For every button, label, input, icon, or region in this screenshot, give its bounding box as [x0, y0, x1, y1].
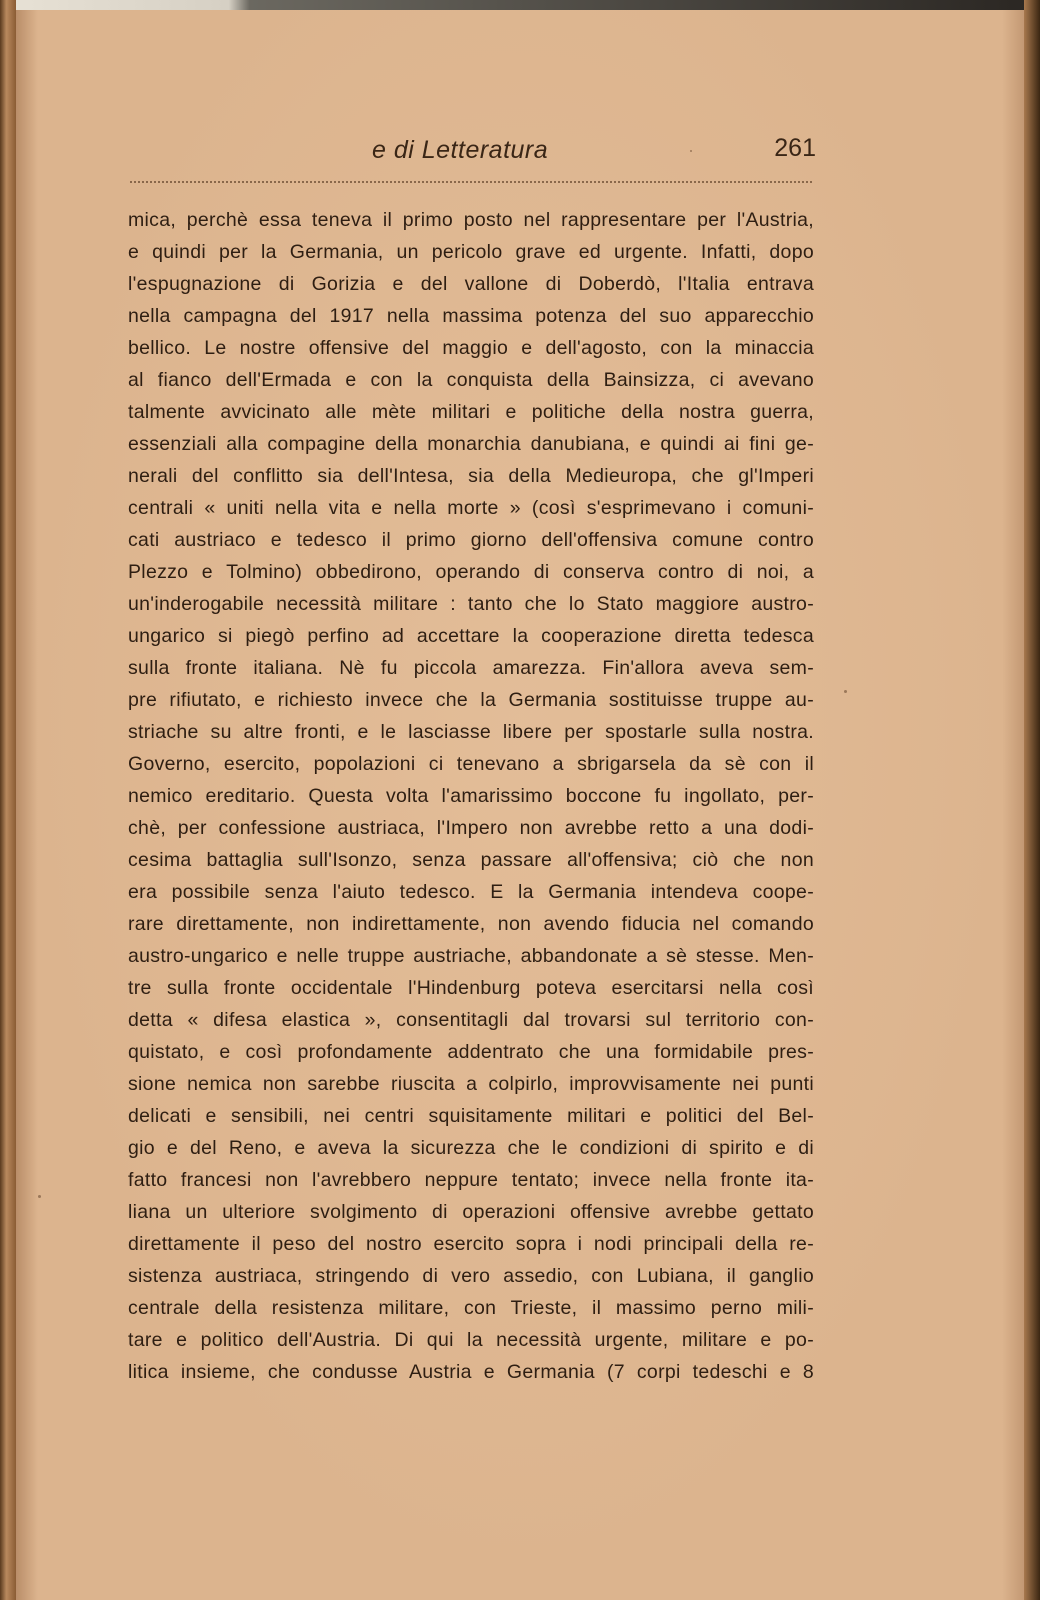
- text-line: quistato, e così profondamente addentrato che una formidabile pres-: [128, 1041, 814, 1063]
- page-number: 261: [774, 134, 816, 162]
- text-line: era possibile senza l'aiuto tedesco. E la Germania intendeva coope-: [128, 881, 814, 903]
- text-line: striache su altre fronti, e le lasciasse libere per spostarle sulla nostra.: [128, 721, 814, 743]
- text-line: fatto francesi non l'avrebbero neppure tentato; invece nella fronte ita-: [128, 1169, 814, 1191]
- text-line: nerali del conflitto sia dell'Intesa, sia della Medieuropa, che gl'Imperi: [128, 465, 814, 487]
- text-line: cesima battaglia sull'Isonzo, senza passare all'offensiva; ciò che non: [128, 849, 814, 871]
- text-line: l'espugnazione di Gorizia e del vallone di Doberdò, l'Italia entrava: [128, 273, 814, 295]
- text-line: mica, perchè essa teneva il primo posto nel rappresentare per l'Austria,: [128, 209, 814, 231]
- running-head: [112, 130, 818, 178]
- text-line: gio e del Reno, e aveva la sicurezza che le condizioni di spirito e di: [128, 1137, 814, 1159]
- text-line: direttamente il peso del nostro esercito sopra i nodi principali della re-: [128, 1233, 814, 1255]
- text-line: e quindi per la Germania, un pericolo grave ed urgente. Infatti, dopo: [128, 241, 814, 263]
- running-title: e di Letteratura: [372, 136, 549, 164]
- text-line: delicati e sensibili, nei centri squisitamente militari e politici del Bel-: [128, 1105, 814, 1127]
- body-text: [128, 204, 814, 1388]
- text-line: rare direttamente, non indirettamente, non avendo fiducia nel comando: [128, 913, 814, 935]
- text-line: litica insieme, che condusse Austria e Germania (7 corpi tedeschi e 8: [128, 1361, 814, 1383]
- text-line: un'inderogabile necessità militare : tanto che lo Stato maggiore austro-: [128, 593, 814, 615]
- text-line: detta « difesa elastica », consentitagli dal trovarsi sul territorio con-: [128, 1009, 814, 1031]
- text-line: Plezzo e Tolmino) obbedirono, operando di conserva contro di noi, a: [128, 561, 814, 583]
- text-line: centrali « uniti nella vita e nella morte » (così s'esprimevano i comuni-: [128, 497, 814, 519]
- page-right-edge: [1024, 0, 1040, 1600]
- text-line: talmente avvicinato alle mète militari e politiche della nostra guerra,: [128, 401, 814, 423]
- text-line: liana un ulteriore svolgimento di operazioni offensive avrebbe gettato: [128, 1201, 814, 1223]
- text-line: Governo, esercito, popolazioni ci tenevano a sbrigarsela da sè con il: [128, 753, 814, 775]
- text-line: chè, per confessione austriaca, l'Impero non avrebbe retto a una dodi-: [128, 817, 814, 839]
- paper-speck: [690, 150, 692, 152]
- text-line: bellico. Le nostre offensive del maggio e dell'agosto, con la minaccia: [128, 337, 814, 359]
- text-line: austro-ungarico e nelle truppe austriache, abbandonate a sè stesse. Men-: [128, 945, 814, 967]
- paper-speck: [844, 690, 847, 693]
- text-line: al fianco dell'Ermada e con la conquista della Bainsizza, ci avevano: [128, 369, 814, 391]
- text-line: sistenza austriaca, stringendo di vero assedio, con Lubiana, il ganglio: [128, 1265, 814, 1287]
- text-line: essenziali alla compagine della monarchia danubiana, e quindi ai fini ge-: [128, 433, 814, 455]
- header-dotted-rule: [130, 181, 812, 183]
- text-line: sulla fronte italiana. Nè fu piccola amarezza. Fin'allora aveva sem-: [128, 657, 814, 679]
- text-line: centrale della resistenza militare, con Trieste, il massimo perno mili-: [128, 1297, 814, 1319]
- text-line: tare e politico dell'Austria. Di qui la necessità urgente, militare e po-: [128, 1329, 814, 1351]
- scan-top-border: [0, 0, 1040, 10]
- book-spine-edge: [0, 0, 16, 1600]
- text-line: nella campagna del 1917 nella massima potenza del suo apparecchio: [128, 305, 814, 327]
- paper-speck: [38, 1195, 41, 1198]
- text-line: sione nemica non sarebbe riuscita a colpirlo, improvvisamente nei punti: [128, 1073, 814, 1095]
- text-line: ungarico si piegò perfino ad accettare la cooperazione diretta tedesca: [128, 625, 814, 647]
- text-line: tre sulla fronte occidentale l'Hindenburg poteva esercitarsi nella così: [128, 977, 814, 999]
- text-line: cati austriaco e tedesco il primo giorno dell'offensiva comune contro: [128, 529, 814, 551]
- text-line: nemico ereditario. Questa volta l'amarissimo boccone fu ingollato, per-: [128, 785, 814, 807]
- text-line: pre rifiutato, e richiesto invece che la Germania sostituisse truppe au-: [128, 689, 814, 711]
